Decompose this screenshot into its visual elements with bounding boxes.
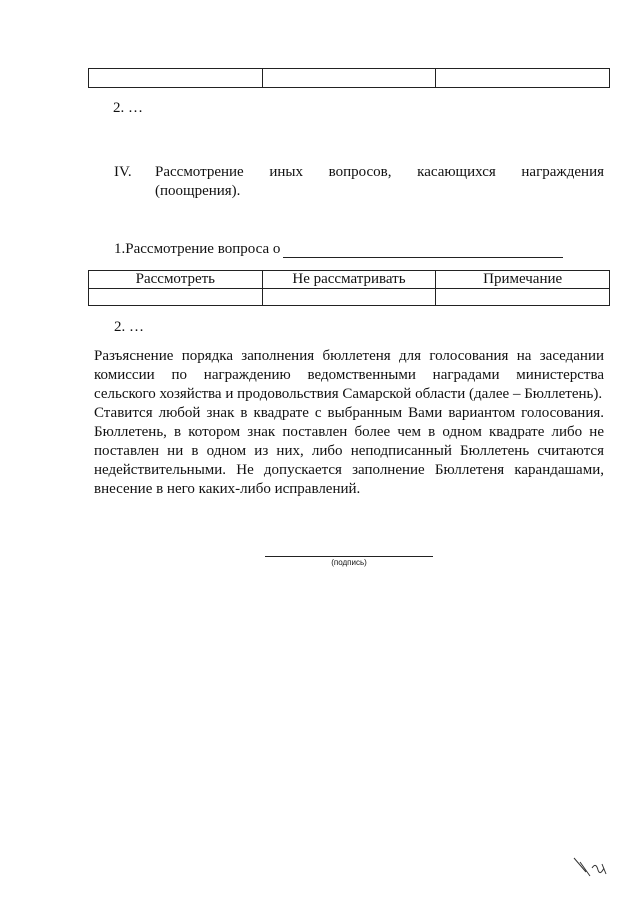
question-blank-field[interactable] <box>283 242 563 258</box>
table-row <box>89 69 610 88</box>
vote-table <box>88 270 610 306</box>
explanation-block <box>94 347 604 499</box>
vote-cell-note[interactable] <box>436 289 610 306</box>
table-cell <box>262 69 436 88</box>
explanation-paragraph: Разъяснение порядка заполнения бюллетеня для голосования на заседании комиссии по награждению ведомственными наградами министерства сельского хозяйства и продовольствия Самарской области (далее – Бюллетень). <box>94 348 604 402</box>
signature-caption: (подпись) <box>331 558 367 567</box>
header-note: Примечание <box>436 271 610 289</box>
question-label: 1.Рассмотрение вопроса о <box>114 241 281 257</box>
header-consider: Рассмотреть <box>89 271 263 289</box>
table-cell <box>89 69 263 88</box>
handwritten-mark-icon <box>572 854 612 884</box>
question-line <box>114 241 563 258</box>
vote-cell-not-consider[interactable] <box>262 289 436 306</box>
section-title-line1: Рассмотрение иных вопросов, касающихся награждения <box>155 164 604 180</box>
list-item-2: 2. … <box>114 319 144 335</box>
explanation-paragraph: Ставится любой знак в квадрате с выбранным Вами вариантом голосования. Бюллетень, в котором знак поставлен более чем в одном квадрате либо не поставлен ни в одном из них, либо неподписанный Бюллетень считаются недействительными. Не допускается заполнение Бюллетеня карандашами, внесение в него каких-либо исправлений. <box>94 405 604 497</box>
signature-line[interactable] <box>265 556 433 557</box>
header-not-consider: Не рассматривать <box>262 271 436 289</box>
list-item-2: 2. … <box>113 100 143 116</box>
table-header-row <box>89 271 610 289</box>
table-row <box>89 289 610 306</box>
table-cell <box>436 69 610 88</box>
section-number: IV. <box>114 164 132 180</box>
vote-cell-consider[interactable] <box>89 289 263 306</box>
previous-vote-table <box>88 68 610 88</box>
section-title-line2: (поощрения). <box>155 183 241 199</box>
